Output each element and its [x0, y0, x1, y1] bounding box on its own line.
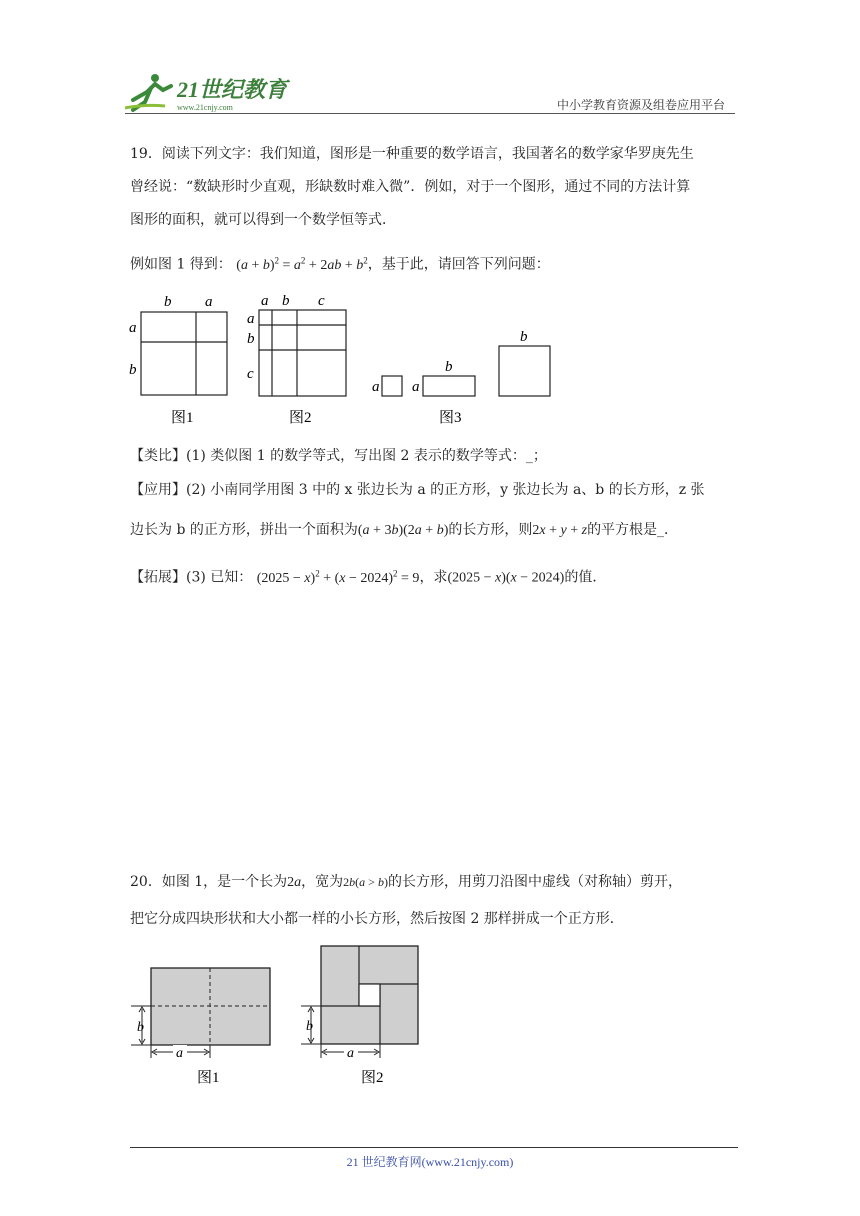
q19-line1: 19．阅读下列文字：我们知道，图形是一种重要的数学语言，我国著名的数学家华罗庚先生	[130, 146, 694, 162]
part3-text-b: ，求	[419, 569, 448, 586]
fig3-label-a2: a	[412, 379, 420, 395]
q20-line2: 把它分成四块形状和大小都一样的小长方形，然后按图 2 那样拼成一个正方形．	[130, 911, 624, 927]
q20-fig2-caption: 图2	[361, 1070, 384, 1086]
site-logo	[125, 70, 295, 115]
q20-fig1-label-b: b	[137, 1020, 144, 1035]
q19-line3: 图形的面积，就可以得到一个数学恒等式．	[130, 212, 396, 228]
fig2-label-a-left: a	[247, 311, 255, 327]
target-expression: (2025 − x)(x − 2024)	[447, 570, 565, 586]
part3-text-a: 【拓展】(3) 已知：	[130, 569, 253, 586]
q20-line1	[130, 872, 682, 893]
fig2-caption: 图2	[289, 410, 312, 426]
q20-figure-2	[301, 946, 418, 1086]
fig3-label-a1: a	[372, 379, 380, 395]
fig1-label-a-top: a	[205, 294, 213, 310]
q19-part2-line1: 【应用】(2) 小南同学用图 3 中的 x 张边长为 a 的正方形，y 张边长为 a、b 的长方形，z 张	[130, 482, 705, 498]
figure-1	[129, 294, 227, 426]
q20-figure-1	[131, 968, 270, 1086]
fig2-label-b-top: b	[282, 293, 290, 309]
area-expression: (a + 3b)(2a + b)	[357, 523, 449, 538]
q20-fig1-caption: 图1	[197, 1070, 220, 1086]
fig3-label-b2: b	[520, 329, 528, 345]
logo-text: 21世纪教育	[177, 77, 288, 102]
q19-line4-prefix: 例如图 1 得到：	[130, 256, 232, 273]
q19-figures	[125, 290, 565, 430]
logo-url: www.21cnjy.com	[177, 103, 233, 112]
q19-line4-suffix: ，基于此，请回答下列问题：	[367, 256, 550, 273]
q20-text-a: 20．如图 1，是一个长为	[130, 874, 288, 890]
fig3-caption: 图3	[439, 410, 462, 426]
figure-2	[247, 293, 346, 426]
q19-part1: 【类比】(1) 类似图 1 的数学等式，写出图 2 表示的数学等式：_；	[130, 448, 547, 464]
fig2-label-b-left: b	[247, 331, 255, 347]
platform-name: 中小学教育资源及组卷应用平台	[556, 98, 725, 112]
q19-line4	[130, 250, 550, 276]
part2-text-a: 边长为 b 的正方形，拼出一个面积为	[130, 522, 358, 538]
fig2-label-a-top: a	[261, 293, 269, 309]
q20-text-b: ，宽为	[301, 874, 344, 890]
q20-fig1-label-a: a	[176, 1046, 183, 1061]
fig2-label-c-top: c	[318, 293, 325, 309]
part2-text-b: 的长方形，则	[448, 522, 533, 538]
fig1-label-a-left: a	[129, 320, 137, 336]
fig2-label-c-left: c	[247, 366, 254, 382]
fig1-label-b-top: b	[164, 294, 172, 310]
width-expression: 2b(a > b)	[343, 875, 388, 889]
fig1-caption: 图1	[171, 410, 194, 426]
q19-part2-line2	[130, 520, 678, 541]
runner-icon	[125, 74, 171, 110]
figure-3	[372, 329, 550, 426]
fig3-label-b1: b	[445, 359, 453, 375]
q19-line2: 曾经说：“数缺形时少直观，形缺数时难入微”．例如，对于一个图形，通过不同的方法计算	[130, 179, 691, 195]
center-hole	[359, 984, 380, 1006]
footer-divider	[130, 1147, 738, 1148]
footer-text: 21 世纪教育网(www.21cnjy.com)	[346, 1155, 514, 1169]
fig1-label-b-left: b	[129, 362, 137, 378]
q20-figures	[125, 940, 435, 1090]
part3-text-c: 的值．	[564, 569, 607, 586]
q20-text-c: 的长方形，用剪刀沿图中虚线（对称轴）剪开，	[387, 874, 682, 890]
q20-fig2-label-b: b	[306, 1019, 313, 1034]
identity-formula: $(a + b)^2 = a^2 + 2ab + b^2$	[236, 255, 368, 273]
sum-expression: 2x + y + z	[532, 523, 588, 538]
length-expression: 2a	[287, 875, 302, 890]
part2-text-c: 的平方根是_．	[587, 522, 679, 538]
given-equation: $(2025 - x)^2 + (x - 2024)^2 = 9$	[256, 568, 420, 586]
q19-part3	[130, 563, 606, 589]
header-divider	[125, 113, 735, 114]
q20-fig2-label-a: a	[347, 1046, 354, 1061]
